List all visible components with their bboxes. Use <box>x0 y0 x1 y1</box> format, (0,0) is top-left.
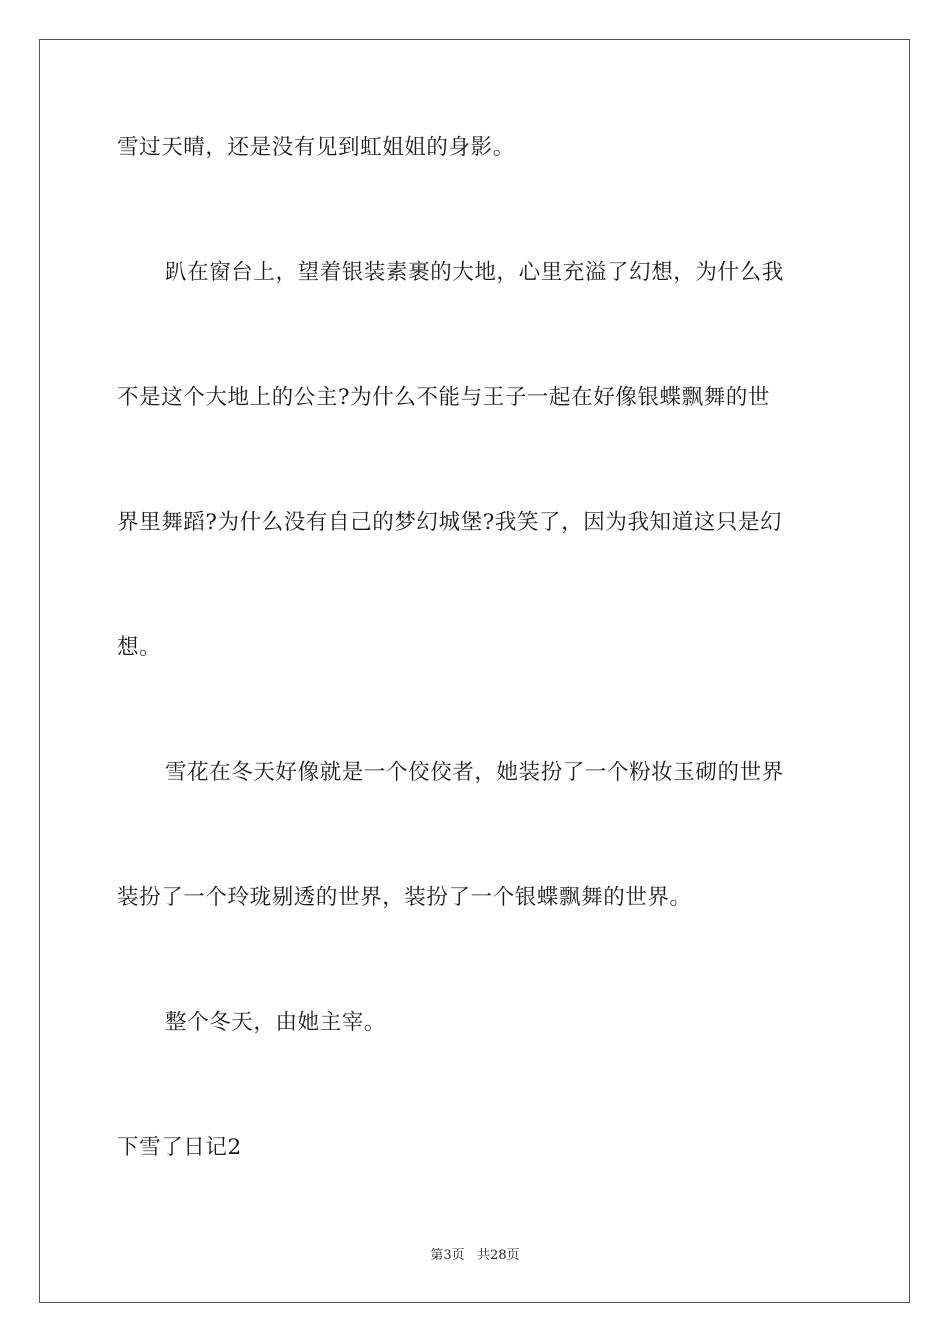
paragraph-line-4: 界里舞蹈?为什么没有自己的梦幻城堡?我笑了，因为我知道这只是幻 <box>117 510 783 535</box>
paragraph-line-8: 整个冬天，由她主宰。 <box>165 1010 387 1035</box>
paragraph-line-3: 不是这个大地上的公主?为什么不能与王子一起在好像银蝶飘舞的世 <box>117 385 771 410</box>
paragraph-line-1: 雪过天晴，还是没有见到虹姐姐的身影。 <box>117 135 515 160</box>
paragraph-line-2: 趴在窗台上，望着银装素裹的大地，心里充溢了幻想，为什么我 <box>165 260 784 285</box>
paragraph-line-5: 想。 <box>117 635 162 660</box>
paragraph-line-7: 装扮了一个玲珑剔透的世界，装扮了一个银蝶飘舞的世界。 <box>117 885 692 910</box>
paragraph-line-6: 雪花在冬天好像就是一个佼佼者，她装扮了一个粉妆玉砌的世界 <box>165 760 784 785</box>
page-footer: 第3页 共28页 <box>430 1248 520 1263</box>
page-border <box>39 39 910 1303</box>
section-heading: 下雪了日记2 <box>117 1135 242 1160</box>
